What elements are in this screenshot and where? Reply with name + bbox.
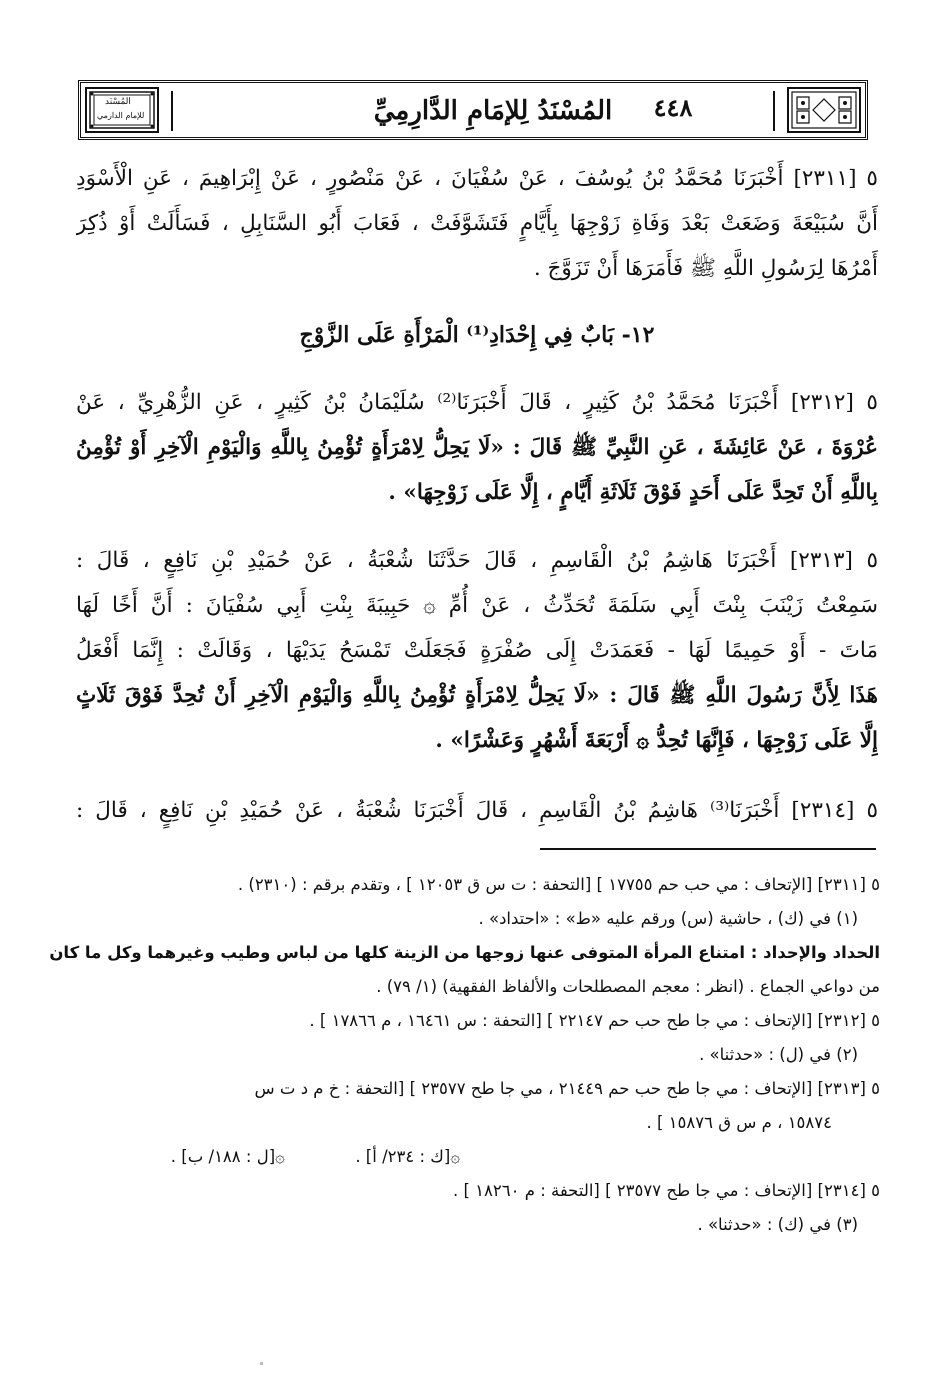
text-line: ٥ [٢٣١٢] أَخْبَرَنَا مُحَمَّدُ بْنُ كَثِيرٍ ، قَالَ أَخْبَرَنَا⁽²⁾ سُلَيْمَانُ بْنُ كَثِيرٍ ، عَنِ الزُّهْرِيِّ ، عَنْ	[76, 390, 878, 415]
chapter-heading: ١٢- بَابٌ فِي إِحْدَادِ⁽¹⁾ الْمَرْأَةِ عَلَى الزَّوْجِ	[299, 322, 655, 348]
text-line: ٥ [٢٣١٣] أَخْبَرَنَا هَاشِمُ بْنُ الْقَاسِمِ ، قَالَ حَدَّثَنَا شُعْبَةُ ، عَنْ حُمَيْدِ بْنِ نَافِعٍ ، قَالَ :	[76, 548, 878, 573]
ornament-frame-icon	[791, 91, 857, 129]
text-line: أَمْرُهَا لِرَسُولِ اللَّهِ ﷺ فَأَمَرَهَا أَنْ تَزَوَّجَ .	[533, 256, 878, 281]
text-line: هَذَا لِأَنَّ رَسُولَ اللَّهِ ﷺ قَالَ : «لَا يَحِلُّ لِامْرَأَةٍ تُؤْمِنُ بِاللَّهِ وَالْيَوْمِ الْآخِرِ أَنْ تُحِدَّ فَوْقَ ثَلَاثٍ	[76, 683, 878, 708]
footnote-line: ١٥٨٧٤ ، م س ق ١٥٨٧٦ ] .	[646, 1113, 832, 1132]
footnote-line: ٥ [٢٣١٢] [الإتحاف : مي جا طح حب حم ٢٢١٤٧ ] [التحفة : س ١٦٤٦١ ، م ١٧٨٦٦ ] .	[309, 1011, 880, 1030]
hadith-2312	[76, 380, 878, 515]
book-title: المُسْنَدُ لِلإمَامِ الدَّارِمِيِّ	[373, 96, 613, 126]
seal-top-text: المُسْنَد	[105, 97, 131, 107]
text-line: إِلَّا عَلَى زَوْجِهَا ، فَإِنَّهَا تُحِدُّ ۞ أَرْبَعَةَ أَشْهُرٍ وَعَشْرًا» .	[435, 728, 878, 753]
page-number: ٤٤٨	[653, 93, 693, 122]
hadith-2311	[76, 156, 878, 291]
footnote-line: من دواعي الجماع . (انظر : معجم المصطلحات والألفاظ الفقهية) (١/ ٧٩) .	[376, 977, 880, 996]
footnote-line: ٥ [٢٣١٤] [الإتحاف : مي جا طح ٢٣٥٧٧ ] [التحفة : م ١٨٢٦٠ ] .	[453, 1181, 880, 1200]
text-line: مَاتَ - أَوْ حَمِيمًا لَهَا - فَعَمَدَتْ إِلَى صُفْرَةٍ فَجَعَلَتْ تَمْسَحُ يَدَيْهَا ، وَقَالَتْ : إِنَّمَا أَفْعَلُ	[76, 638, 878, 663]
page-number-ornament	[787, 87, 861, 133]
text-line: بِاللَّهِ أَنْ تَحِدَّ عَلَى أَحَدٍ فَوْقَ ثَلَاثَةِ أَيَّامٍ ، إِلَّا عَلَى زَوْجِهَا» .	[388, 480, 878, 505]
footnote-line: ٥ [٢٣١١] [الإتحاف : مي حب حم ١٧٧٥٥ ] [التحفة : ت س ق ١٢٠٥٣ ] ، وتقدم برقم : (٢٣١٠) .	[237, 875, 880, 894]
page-header	[78, 80, 868, 140]
footnote-refs	[76, 1140, 880, 1174]
footnote-line: ٥ [٢٣١٣] [الإتحاف : مي جا طح حب حم ٢١٤٤٩ ، مي جا طح ٢٣٥٧٧ ] [التحفة : خ م د ت س	[254, 1079, 880, 1098]
seal-ornament	[85, 87, 159, 133]
text-line: أَنَّ سُبَيْعَةَ وَضَعَتْ بَعْدَ وَفَاةِ زَوْجِهَا بِأَيَّامٍ فَتَشَوَّفَتْ ، فَعَابَ أَبُو السَّنَابِلِ ، فَسَأَلَتْ أَوْ ذُكِرَ	[76, 211, 878, 236]
footnotes	[49, 868, 880, 1242]
text-line: ٥ [٢٣١١] أَخْبَرَنَا مُحَمَّدُ بْنُ يُوسُفَ ، عَنْ سُفْيَانَ ، عَنْ مَنْصُورٍ ، عَنْ إِبْرَاهِيمَ ، عَنِ الْأَسْوَدِ	[76, 166, 878, 191]
seal-bottom-text: للإمام الدارمي	[97, 111, 145, 120]
text-line: عُرْوَةَ ، عَنْ عَائِشَةَ ، عَنِ النَّبِيِّ ﷺ قَالَ : «لَا يَحِلُّ لِامْرَأَةٍ تُؤْمِنُ بِاللَّهِ وَالْيَوْمِ الْآخِرِ أَوْ تُؤْمِنُ	[76, 435, 878, 460]
footnote-ref: ۞[ل : ١٨٨/ ب] .	[170, 1147, 285, 1166]
footnote-line: (٢) في (ل) : «حدثنا» .	[699, 1045, 858, 1064]
footnote-divider	[540, 848, 876, 850]
scan-mark	[260, 1362, 263, 1365]
text-line: ٥ [٢٣١٤] أَخْبَرَنَا⁽³⁾ هَاشِمُ بْنُ الْقَاسِمِ ، قَالَ أَخْبَرَنَا شُعْبَةُ ، عَنْ حُمَيْدِ بْنِ نَافِعٍ ، قَالَ :	[76, 798, 878, 823]
hadith-2314	[76, 788, 878, 833]
footnote-line: (٣) في (ك) : «حدثنا» .	[697, 1215, 858, 1234]
footnote-line: (١) في (ك) ، حاشية (س) ورقم عليه «ط» : «احتداد» .	[478, 909, 858, 928]
text-line: سَمِعْتُ زَيْنَبَ بِنْتَ أَبِي سَلَمَةَ تُحَدِّثُ ، عَنْ أُمِّ ۞ حَبِيبَةَ بِنْتِ أَبِي سُفْيَانَ : أَنَّ أَخًا لَهَا	[76, 593, 878, 618]
footnote-ref: ۞[ك : ٢٣٤/ أ] .	[355, 1147, 460, 1166]
footnote-line: الحداد والإحداد : امتناع المرأة المتوفى عنها زوجها من الزينة كلها من لباس وطيب وغيرهما وكل ما كان	[49, 943, 880, 962]
hadith-2313	[76, 538, 878, 763]
